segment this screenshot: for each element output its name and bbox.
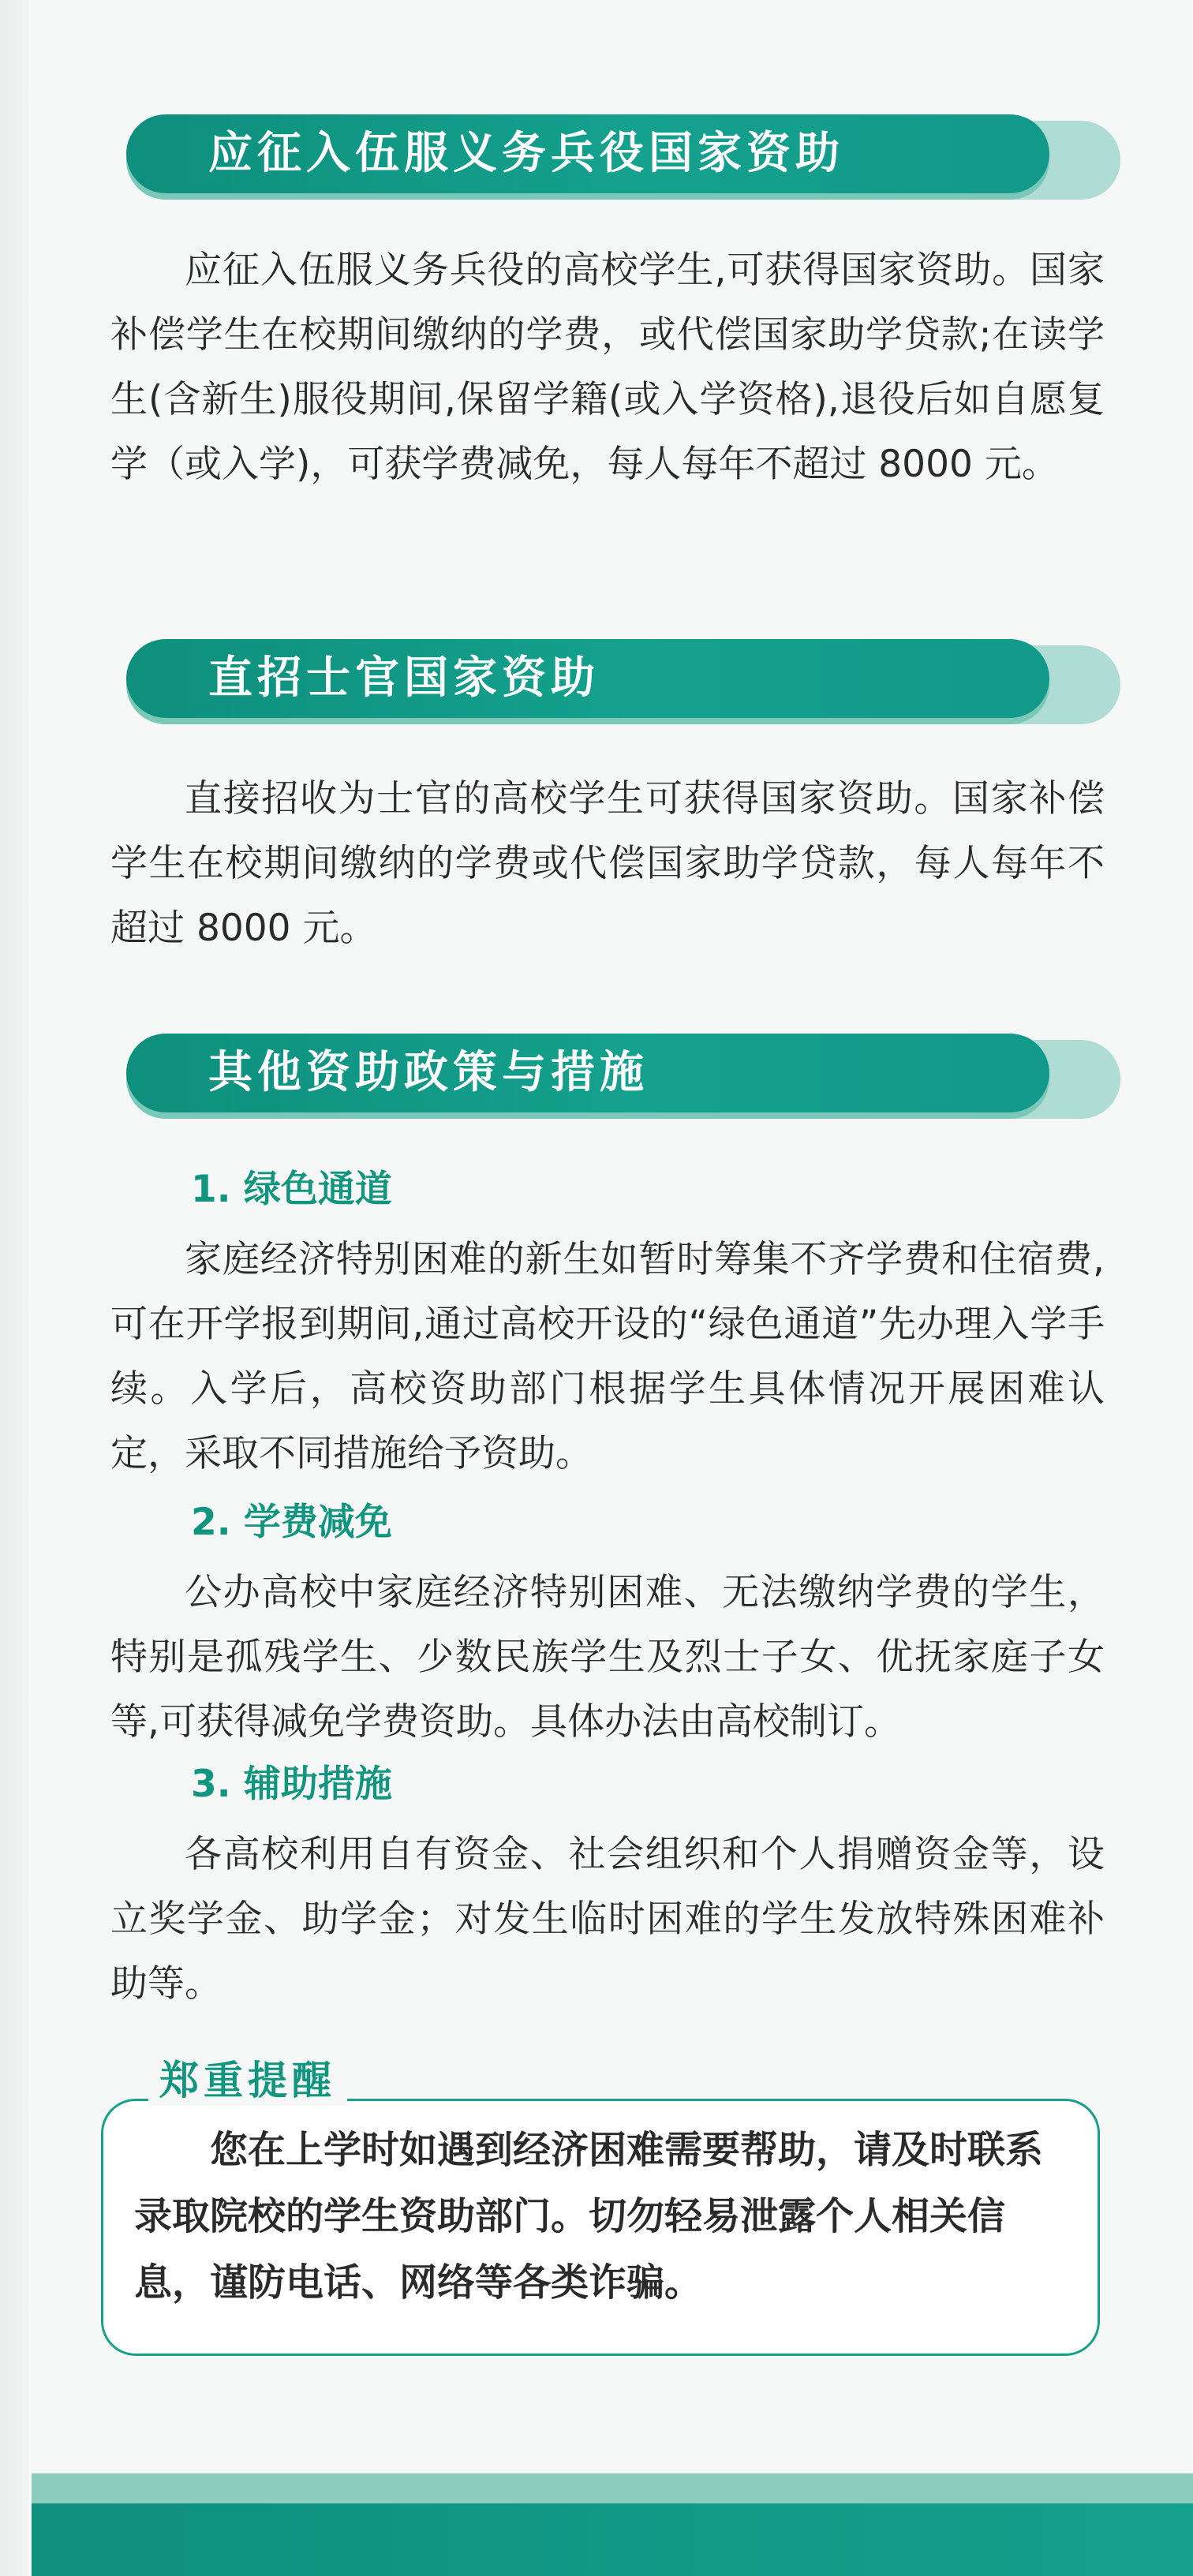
section-body-conscription: 应征入伍服义务兵役的高校学生,可获得国家资助。国家补偿学生在校期间缴纳的学费，或代偿国家助学贷款;在读学生(含新生)服役期间,保留学籍(或入学资格),退役后如自愿复学（或入学)，可获学费减免，每人每年不超过 8000 元。	[110, 249, 1105, 486]
section-title: 其他资助政策与措施	[208, 1047, 649, 1098]
page-left-edge	[0, 0, 28, 2576]
section-banner-other-policies	[126, 1034, 1120, 1120]
section-banner-direct-nco	[126, 639, 1120, 726]
reminder-label: 郑重提醒	[148, 2055, 347, 2106]
subheading-auxiliary-measures: 3. 辅助措施	[191, 1763, 392, 1806]
body-green-channel: 家庭经济特别困难的新生如暂时筹集不齐学费和住宿费,可在开学报到期间,通过高校开设的“绿色通道”先办理入学手续。入学后，高校资助部门根据学生具体情况开展困难认定，采取不同措施给予资助。	[110, 1238, 1105, 1475]
section-title: 应征入伍服义务兵役国家资助	[208, 128, 844, 179]
section-title: 直招士官国家资助	[208, 652, 600, 704]
bottom-band	[32, 2473, 1193, 2576]
section-banner-conscription	[126, 114, 1120, 201]
bottom-band-dark	[32, 2503, 1193, 2576]
body-auxiliary-measures: 各高校利用自有资金、社会组织和个人捐赠资金等，设立奖学金、助学金；对发生临时困难的学生发放特殊困难补助等。	[110, 1833, 1105, 2006]
body-tuition-waiver: 公办高校中家庭经济特别困难、无法缴纳学费的学生，特别是孤残学生、少数民族学生及烈士子女、优抚家庭子女等,可获得减免学费资助。具体办法由高校制订。	[110, 1571, 1105, 1744]
reminder-text: 您在上学时如遇到经济困难需要帮助，请及时联系录取院校的学生资助部门。切勿轻易泄露个人相关信息，谨防电话、网络等各类诈骗。	[134, 2128, 1044, 2305]
subheading-tuition-waiver: 2. 学费减免	[191, 1501, 392, 1544]
banner-bar	[126, 1034, 1049, 1112]
banner-bar	[126, 639, 1049, 718]
banner-bar	[126, 114, 1049, 193]
section-body-direct-nco: 直接招收为士官的高校学生可获得国家资助。国家补偿学生在校期间缴纳的学费或代偿国家助学贷款，每人每年不超过 8000 元。	[110, 777, 1105, 950]
subheading-green-channel: 1. 绿色通道	[191, 1168, 392, 1211]
